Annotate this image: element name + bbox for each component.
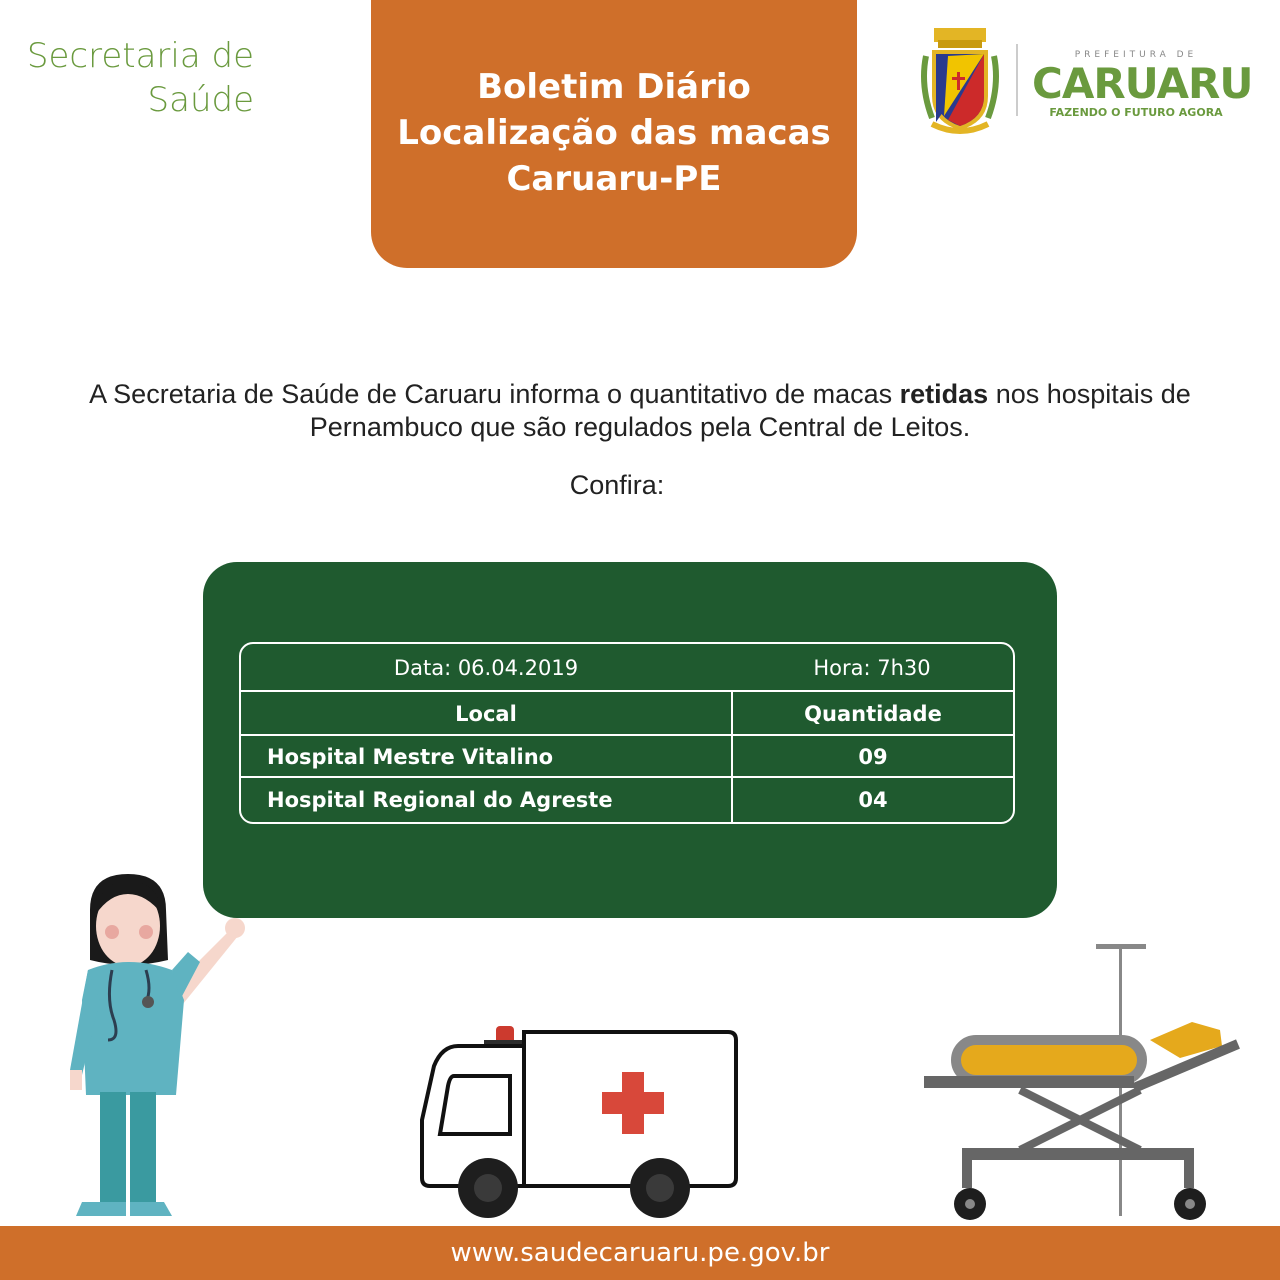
row-qty bbox=[731, 736, 1013, 778]
header-local bbox=[241, 692, 731, 736]
intro-before: A Secretaria de Saúde de Caruaru informa o quantitativo de macas bbox=[89, 379, 900, 409]
department-label bbox=[24, 34, 254, 122]
footer-url[interactable]: www.saudecaruaru.pe.gov.br bbox=[450, 1238, 830, 1268]
title-line1: Boletim Diário bbox=[477, 67, 751, 107]
row-local-text: Hospital Regional do Agreste bbox=[267, 788, 613, 812]
coat-of-arms-icon bbox=[918, 26, 1002, 136]
department-line1: Secretaria de bbox=[26, 36, 254, 76]
stretcher-illustration bbox=[920, 940, 1250, 1225]
date-value: Data: 06.04.2019 bbox=[393, 656, 579, 680]
intro-bold: retidas bbox=[899, 379, 989, 409]
table-header-row bbox=[241, 690, 1013, 736]
title-line3: Caruaru-PE bbox=[506, 159, 722, 199]
bulletin-board bbox=[203, 562, 1057, 918]
header-quantidade-label: Quantidade bbox=[804, 702, 942, 726]
logo-prefix: PREFEITURA DE bbox=[1074, 50, 1198, 60]
time-cell bbox=[731, 644, 1013, 692]
title-banner bbox=[371, 0, 857, 268]
header-local-label: Local bbox=[455, 702, 517, 726]
department-line2: Saúde bbox=[147, 80, 254, 120]
row-qty-text: 04 bbox=[858, 788, 888, 812]
time-value: Hora: 7h30 bbox=[813, 656, 931, 680]
row-local-text: Hospital Mestre Vitalino bbox=[267, 745, 554, 769]
row-qty-text: 09 bbox=[858, 745, 888, 769]
ambulance-illustration bbox=[418, 1024, 742, 1220]
confira-label: Confira: bbox=[569, 470, 665, 500]
logo-city: CARUARU bbox=[1032, 59, 1253, 108]
intro-after: nos hospitais de Pernambuco que são regulados pela Central de Leitos. bbox=[309, 379, 1191, 442]
nurse-illustration bbox=[60, 870, 260, 1220]
title-line2: Localização das macas bbox=[397, 113, 831, 153]
header-quantidade bbox=[731, 692, 1013, 736]
caruaru-logo bbox=[918, 26, 1253, 136]
table-row bbox=[241, 734, 1013, 778]
date-cell bbox=[241, 644, 731, 692]
footer-bar bbox=[0, 1226, 1280, 1280]
row-qty bbox=[731, 778, 1013, 822]
intro-text bbox=[40, 378, 1240, 444]
logo-divider bbox=[1016, 44, 1018, 116]
row-local bbox=[241, 736, 731, 778]
table-row bbox=[241, 776, 1013, 822]
bulletin-table bbox=[239, 642, 1015, 824]
logo-slogan: FAZENDO O FUTURO AGORA bbox=[1049, 106, 1223, 119]
date-row bbox=[241, 644, 1013, 692]
row-local bbox=[241, 778, 731, 822]
